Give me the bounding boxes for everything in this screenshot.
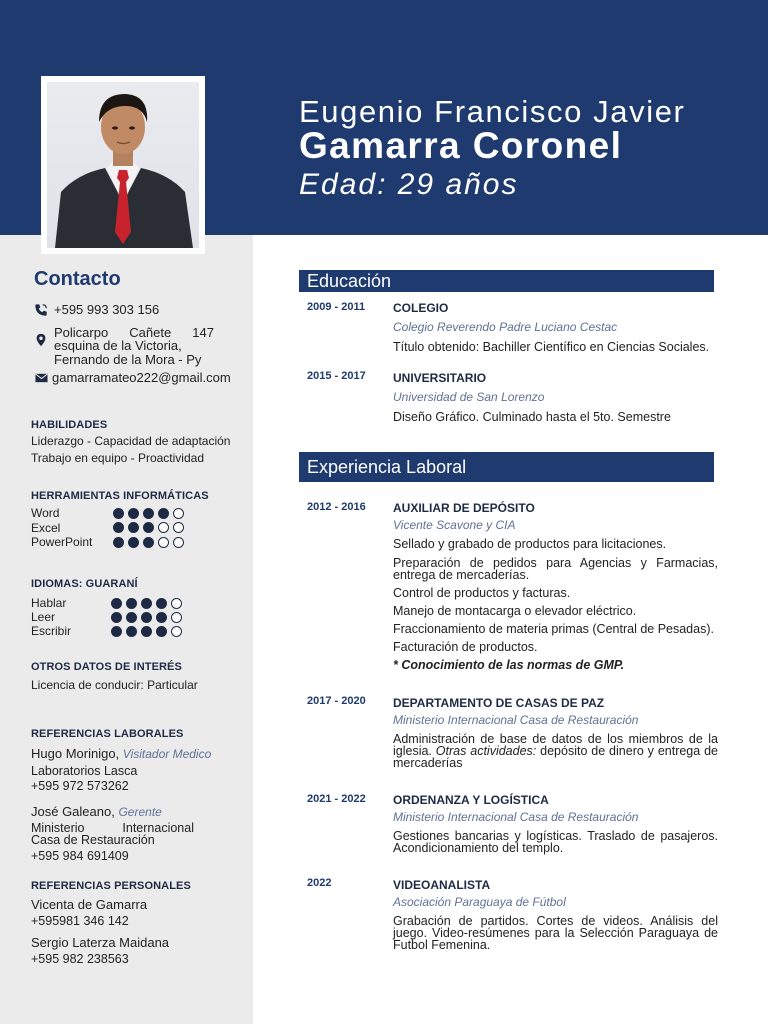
rating-dot-empty bbox=[171, 612, 182, 623]
rating-dot-filled bbox=[126, 598, 137, 609]
skills-line: Liderazgo - Capacidad de adaptación bbox=[31, 434, 231, 448]
experience-years: 2022 bbox=[307, 877, 332, 889]
rating-dot-filled bbox=[111, 626, 122, 637]
it-tool-label: Word bbox=[31, 506, 60, 520]
rating-dot-filled bbox=[111, 612, 122, 623]
location-pin-icon bbox=[35, 333, 47, 347]
last-names: Gamarra Coronel bbox=[299, 125, 623, 166]
rating-dot-filled bbox=[113, 537, 124, 548]
rating-dot-filled bbox=[141, 626, 152, 637]
it-tool-label: Excel bbox=[31, 521, 61, 535]
work-ref-role: Visitador Medico bbox=[122, 747, 212, 761]
experience-description bbox=[393, 733, 718, 769]
experience-years: 2012 - 2016 bbox=[307, 501, 366, 513]
language-skill-label: Leer bbox=[31, 610, 56, 624]
profile-photo bbox=[47, 82, 199, 248]
education-level: UNIVERSITARIO bbox=[393, 371, 487, 385]
education-level: COLEGIO bbox=[393, 301, 449, 315]
rating-dot-filled bbox=[143, 508, 154, 519]
rating-dot-filled bbox=[143, 537, 154, 548]
rating-dots bbox=[113, 522, 184, 533]
experience-role: AUXILIAR DE DEPÓSITO bbox=[393, 501, 535, 515]
rating-dots bbox=[113, 508, 184, 519]
rating-dot-filled bbox=[126, 612, 137, 623]
it-tool-label: PowerPoint bbox=[31, 535, 93, 549]
rating-dot-empty bbox=[158, 522, 169, 533]
experience-description: Grabación de partidos. Cortes de videos. Análisis del juego. Video-resúmenes para la Selección Paraguaya de Futbol Femenina. bbox=[393, 914, 718, 952]
rating-dot-empty bbox=[158, 537, 169, 548]
rating-dot-filled bbox=[156, 626, 167, 637]
contact-email[interactable]: gamarramateo222@gmail.com bbox=[52, 370, 231, 385]
phone-icon bbox=[34, 303, 48, 317]
education-school: Universidad de San Lorenzo bbox=[393, 390, 545, 404]
personal-ref-phone[interactable]: +595981 346 142 bbox=[31, 914, 129, 928]
rating-dot-filled bbox=[141, 598, 152, 609]
experience-duty: Facturación de productos. bbox=[393, 640, 538, 654]
rating-dots bbox=[113, 537, 184, 548]
rating-dot-empty bbox=[173, 522, 184, 533]
contact-title: Contacto bbox=[34, 268, 121, 290]
rating-dots bbox=[111, 626, 182, 637]
rating-dot-empty bbox=[173, 537, 184, 548]
work-ref-phone[interactable]: +595 984 691409 bbox=[31, 849, 129, 863]
age: Edad: 29 años bbox=[299, 168, 519, 201]
contact-address-line-1: Policarpo Cañete 147 esquina de la Victoria, bbox=[54, 325, 214, 353]
rating-dot-filled bbox=[126, 626, 137, 637]
experience-duty: Fraccionamiento de materia primas (Central de Pesadas). bbox=[393, 622, 714, 636]
education-detail: Diseño Gráfico. Culminado hasta el 5to. Semestre bbox=[393, 410, 671, 424]
experience-section-header: Experiencia Laboral bbox=[299, 452, 714, 482]
work-ref-name bbox=[31, 804, 162, 819]
rating-dot-filled bbox=[111, 598, 122, 609]
rating-dot-filled bbox=[113, 522, 124, 533]
it-tools-title: HERRAMIENTAS INFORMÁTICAS bbox=[31, 490, 209, 502]
profile-photo-frame bbox=[41, 76, 205, 254]
person-portrait-icon bbox=[47, 82, 199, 248]
work-ref-name-text: Hugo Morinigo, bbox=[31, 746, 120, 761]
personal-ref-name: Vicenta de Gamarra bbox=[31, 897, 148, 912]
contact-phone[interactable]: +595 993 303 156 bbox=[54, 302, 160, 317]
rating-dot-filled bbox=[113, 508, 124, 519]
rating-dot-filled bbox=[128, 508, 139, 519]
other-line: Licencia de conducir: Particular bbox=[31, 678, 198, 692]
skills-line: Trabajo en equipo - Proactividad bbox=[31, 451, 204, 465]
experience-duty: Control de productos y facturas. bbox=[393, 586, 571, 600]
experience-org: Vicente Scavone y CIA bbox=[393, 518, 516, 532]
first-names: Eugenio Francisco Javier bbox=[299, 94, 686, 129]
rating-dot-filled bbox=[141, 612, 152, 623]
personal-refs-title: REFERENCIAS PERSONALES bbox=[31, 880, 191, 892]
rating-dot-filled bbox=[158, 508, 169, 519]
other-title: OTROS DATOS DE INTERÉS bbox=[31, 661, 182, 673]
education-years: 2009 - 2011 bbox=[307, 301, 366, 313]
languages-title: IDIOMAS: GUARANÍ bbox=[31, 578, 138, 590]
rating-dot-empty bbox=[171, 626, 182, 637]
experience-duty: Preparación de pedidos para Agencias y Farmacias, entrega de mercaderías. bbox=[393, 556, 718, 582]
work-ref-org: Laboratorios Lasca bbox=[31, 764, 138, 778]
experience-org: Ministerio Internacional Casa de Restauración bbox=[393, 713, 639, 727]
skills-title: HABILIDADES bbox=[31, 419, 108, 431]
work-ref-name-text: José Galeano, bbox=[31, 804, 115, 819]
experience-note: * Conocimiento de las normas de GMP. bbox=[393, 658, 625, 672]
experience-years: 2021 - 2022 bbox=[307, 793, 366, 805]
education-section-header: Educación bbox=[299, 270, 714, 292]
work-ref-org: Ministerio Internacional bbox=[31, 821, 194, 835]
rating-dot-filled bbox=[156, 612, 167, 623]
personal-ref-phone[interactable]: +595 982 238563 bbox=[31, 952, 129, 966]
language-skill-label: Escribir bbox=[31, 624, 72, 638]
experience-description-text: Administración de base de datos de los miembros de la iglesia. bbox=[393, 732, 718, 758]
rating-dot-empty bbox=[173, 508, 184, 519]
work-ref-role: Gerente bbox=[118, 805, 162, 819]
experience-org: Asociación Paraguaya de Fútbol bbox=[393, 895, 566, 909]
contact-address-line-2: Fernando de la Mora - Py bbox=[54, 352, 202, 367]
rating-dot-empty bbox=[171, 598, 182, 609]
experience-description: Gestiones bancarias y logísticas. Traslado de pasajeros. Acondicionamiento del templo. bbox=[393, 829, 718, 855]
experience-duty: Sellado y grabado de productos para licitaciones. bbox=[393, 537, 667, 551]
work-ref-phone[interactable]: +595 972 573262 bbox=[31, 779, 129, 793]
experience-org: Ministerio Internacional Casa de Restauración bbox=[393, 810, 639, 824]
experience-description-italic: Otras actividades: bbox=[435, 744, 537, 758]
education-detail: Título obtenido: Bachiller Científico en Ciencias Sociales. bbox=[393, 340, 710, 354]
experience-description-text: depósito de dinero y entrega de mercaderías bbox=[393, 744, 718, 770]
rating-dot-filled bbox=[143, 522, 154, 533]
work-refs-title: REFERENCIAS LABORALES bbox=[31, 728, 184, 740]
experience-duty: Manejo de montacarga o elevador eléctrico. bbox=[393, 604, 637, 618]
rating-dot-filled bbox=[128, 522, 139, 533]
experience-role: DEPARTAMENTO DE CASAS DE PAZ bbox=[393, 696, 605, 710]
experience-role: VIDEOANALISTA bbox=[393, 878, 491, 892]
rating-dots bbox=[111, 598, 182, 609]
education-years: 2015 - 2017 bbox=[307, 370, 366, 382]
work-ref-name bbox=[31, 746, 211, 761]
rating-dots bbox=[111, 612, 182, 623]
experience-role: ORDENANZA Y LOGÍSTICA bbox=[393, 793, 549, 807]
mail-icon bbox=[35, 373, 48, 383]
work-ref-org: Casa de Restauración bbox=[31, 833, 155, 847]
language-skill-label: Hablar bbox=[31, 596, 67, 610]
rating-dot-filled bbox=[128, 537, 139, 548]
rating-dot-filled bbox=[156, 598, 167, 609]
personal-ref-name: Sergio Laterza Maidana bbox=[31, 935, 170, 950]
experience-years: 2017 - 2020 bbox=[307, 695, 366, 707]
education-school: Colegio Reverendo Padre Luciano Cestac bbox=[393, 320, 618, 334]
